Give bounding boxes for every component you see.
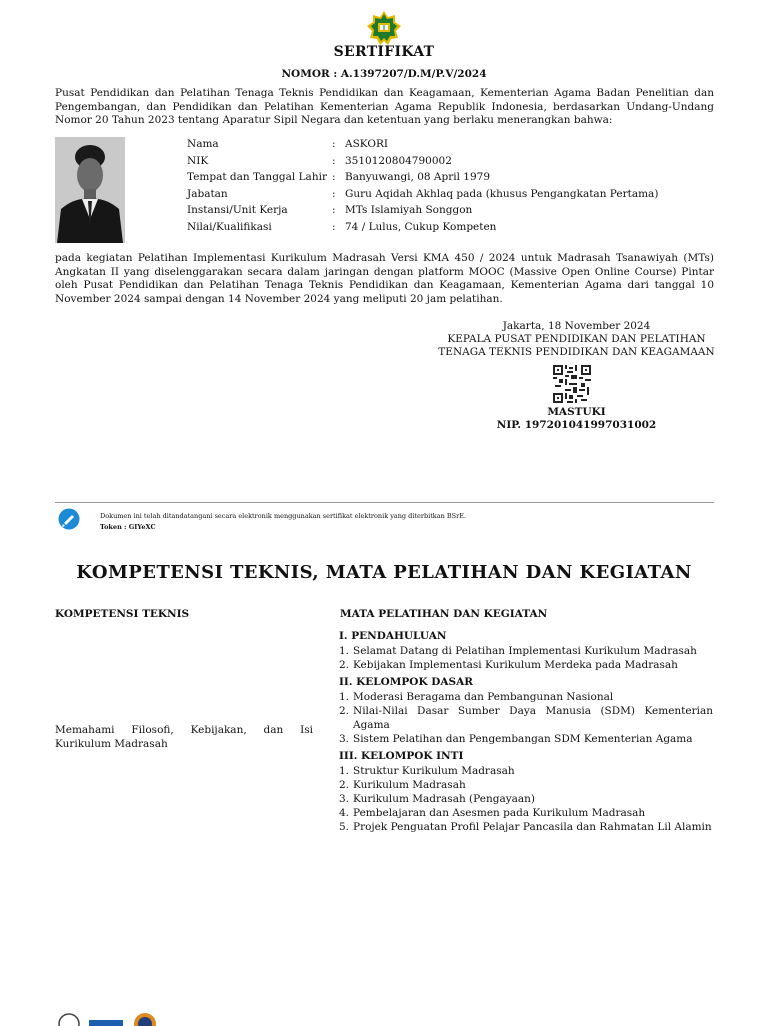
list-item [339,764,713,778]
ministry-emblem-logo [366,10,402,46]
competency-text: Memahami Filosofi, Kebijakan, dan Isi Kurikulum Madrasah [55,724,313,750]
list-item [339,792,713,806]
subjects-column-header: MATA PELATIHAN DAN KEGIATAN [340,608,548,620]
signatory-position-line2: TENAGA TEKNIS PENDIDIKAN DAN KEAGAMAAN [438,346,715,358]
field-row-name [187,136,658,153]
signature-place-date: Jakarta, 18 November 2024 [502,320,651,332]
page-divider [55,502,714,503]
field-colon: : [332,154,336,167]
participant-details [187,136,658,235]
competency-column-header: KOMPETENSI TEKNIS [55,608,190,620]
field-value: ASKORI [345,138,388,150]
field-row-institution [187,202,658,219]
field-colon: : [332,187,336,200]
signatory-name: MASTUKI [547,406,606,418]
field-row-position [187,186,658,203]
item-text: Selamat Datang di Pelatihan Implementasi Kurikulum Madrasah [353,645,697,657]
field-label: Jabatan [187,187,228,200]
certificate-title: SERTIFIKAT [333,44,435,60]
list-item [339,806,713,820]
signature-block [430,320,723,359]
item-text: Moderasi Beragama dan Pembangunan Nasional [353,691,614,703]
item-text: Pembelajaran dan Asesmen pada Kurikulum Madrasah [353,807,646,819]
participant-photo [55,137,125,243]
field-value: 74 / Lulus, Cukup Kompeten [345,220,497,233]
item-number: 4. [339,807,350,819]
certificate-number: NOMOR : A.1397207/D.M/P.V/2024 [281,68,487,80]
list-item [339,820,713,834]
item-number: 1. [339,645,350,657]
list-item [339,732,713,746]
intro-paragraph: Pusat Pendidikan dan Pelatihan Tenaga Teknis Pendidikan dan Keagamaan, Kementerian Agama Badan Penelitian dan Pengembangan, dan Pendidikan dan Pelatihan Kementerian Agama Republik Indonesia, berdasarkan Undang-Undang Nomor 20 Tahun 2023 tentang Aparatur Sipil Negara dan ketentuan yang berlaku menerangkan bahwa: [55,87,714,126]
field-label: Nama [187,138,219,150]
field-row-score [187,219,658,236]
field-label: Instansi/Unit Kerja [187,204,288,216]
field-row-birth [187,169,658,186]
list-item [339,778,713,792]
field-value: Guru Aqidah Akhlaq pada (khusus Pengangkatan Pertama) [345,187,659,200]
group-title: III. KELOMPOK INTI [339,750,464,762]
field-colon: : [332,220,336,233]
item-number: 2. [339,779,350,791]
item-number: 2. [339,705,350,717]
field-value: Banyuwangi, 08 April 1979 [345,171,490,183]
list-item [339,704,713,732]
item-text: Kurikulum Madrasah [353,779,466,791]
training-description: pada kegiatan Pelatihan Implementasi Kurikulum Madrasah Versi KMA 450 / 2024 untuk Madrasah Tsanawiyah (MTs) Angkatan II yang diselenggarakan secara dalam jaringan dengan platform MOOC (Massive Open Online Course) Pintar oleh Pusat Pendidikan dan Pelatihan Tenaga Teknis Pendidikan dan Keagamaan, Kementerian Agama dari tanggal 10 November 2024 sampai dengan 14 November 2024 yang meliputi 20 jam pelatihan. [55,252,714,305]
item-text: Projek Penguatan Profil Pelajar Pancasila dan Rahmatan Lil Alamin [353,821,712,833]
list-item [339,690,713,704]
esign-token: Token : GIYeXC [100,523,156,531]
item-number: 5. [339,821,350,833]
item-text: Struktur Kurikulum Madrasah [353,765,515,777]
competency-section-title: KOMPETENSI TEKNIS, MATA PELATIHAN DAN KEGIATAN [76,562,692,583]
field-label: Tempat dan Tanggal Lahir [187,171,327,183]
bsre-esign-icon [58,508,80,530]
field-row-nik [187,153,658,170]
item-text: Kebijakan Implementasi Kurikulum Merdeka pada Madrasah [353,659,678,671]
field-colon: : [332,171,336,183]
group-title: I. PENDAHULUAN [339,630,447,642]
signatory-nip: NIP. 197201041997031002 [496,419,657,431]
item-number: 2. [339,659,350,671]
item-number: 1. [339,765,350,777]
signatory-position-line1: KEPALA PUSAT PENDIDIKAN DAN PELATIHAN [447,333,706,345]
field-value: MTs Islamiyah Songgon [345,204,473,216]
field-value: 3510120804790002 [345,154,452,167]
field-colon: : [332,204,336,216]
subjects-list [339,627,713,834]
group-title: II. KELOMPOK DASAR [339,676,473,688]
item-number: 3. [339,793,350,805]
list-item [339,644,713,658]
esign-note: Dokumen ini telah ditandatangani secara elektronik menggunakan sertifikat elektronik yang diterbitkan BSrE. [100,512,467,520]
qr-code [553,365,591,403]
field-label: Nilai/Kualifikasi [187,220,272,233]
item-text: Kurikulum Madrasah (Pengayaan) [353,793,536,805]
field-colon: : [332,138,336,150]
field-label: NIK [187,154,209,167]
item-number: 3. [339,733,350,745]
item-text: Sistem Pelatihan dan Pengembangan SDM Kementerian Agama [353,733,693,745]
list-item [339,658,713,672]
item-number: 1. [339,691,350,703]
item-text: Nilai-Nilai Dasar Sumber Daya Manusia (SDM) Kementerian Agama [353,705,713,731]
